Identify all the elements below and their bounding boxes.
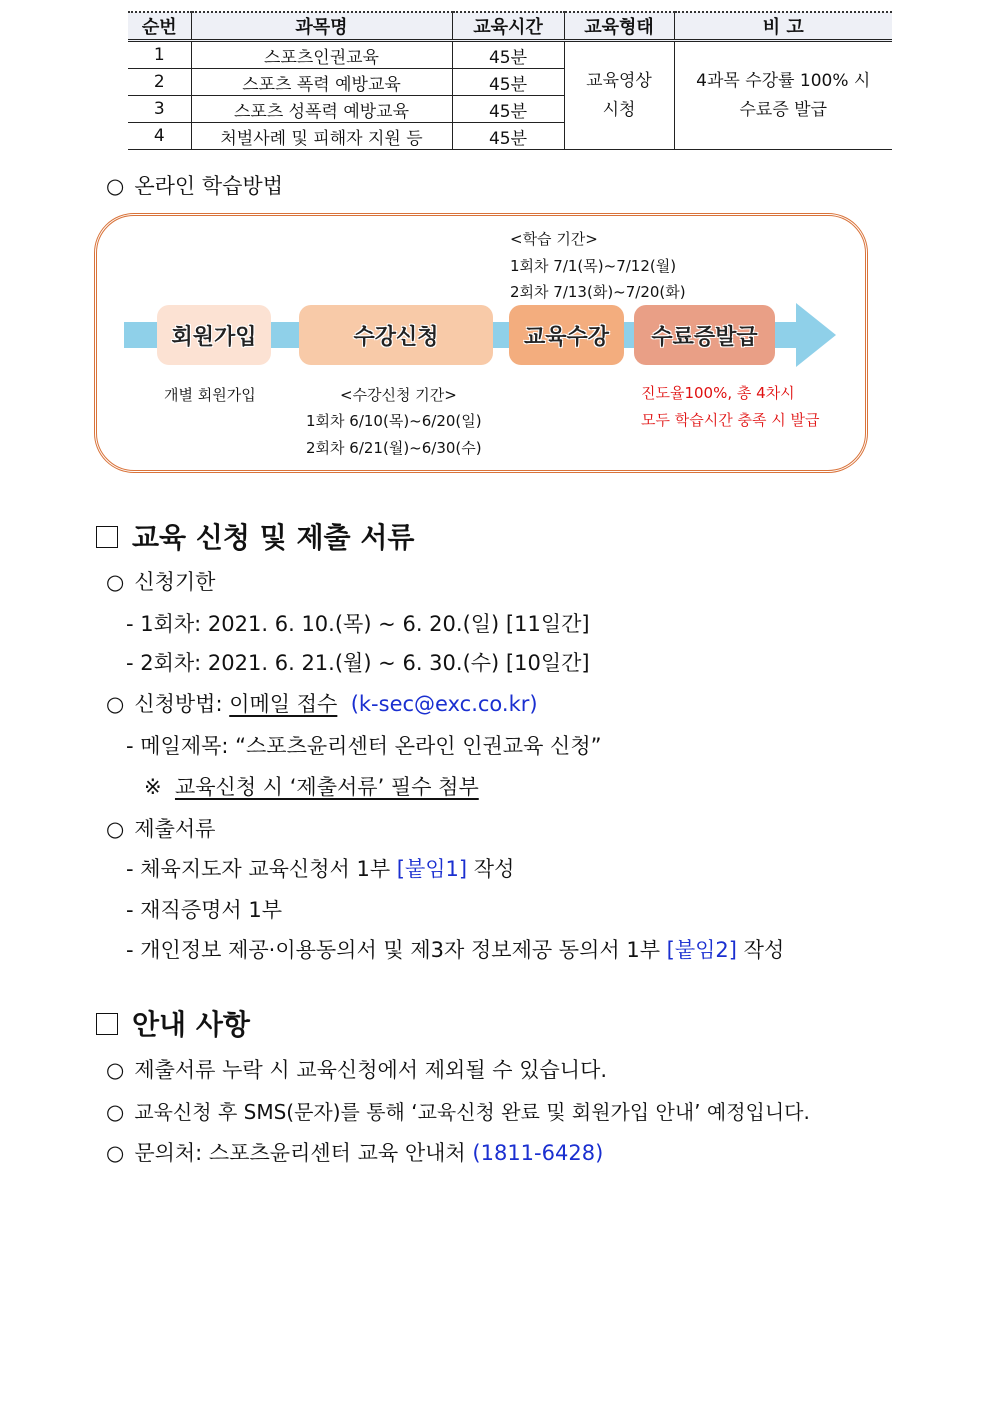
mail-subject: - 메일제목: “스포츠윤리센터 온라인 인권교육 신청” [126,734,602,758]
note-cell [674,41,892,150]
doc-3-suffix: 작성 [737,938,785,962]
row-time: 45분 [452,41,564,69]
notice-item-1-text: 제출서류 누락 시 교육신청에서 제외될 수 있습니다. [134,1058,608,1082]
deadline-title: 신청기한 [134,570,216,594]
row-subject: 처벌사례 및 피해자 지원 등 [191,123,452,150]
circle-bullet-icon: ○ [106,174,125,198]
format-line2: 시청 [602,99,636,120]
format-line1: 교육영상 [586,70,652,91]
row-time: 45분 [452,96,564,123]
row-no: 1 [128,41,191,69]
docs-heading [106,813,215,843]
online-method-title: 온라인 학습방법 [134,174,284,198]
header-no: 순번 [128,12,191,41]
doc-1 [126,853,514,883]
notice-item-3-text: 문의처: 스포츠윤리센터 교육 안내처 [134,1141,473,1165]
step-study-label: 교육수강 [523,324,609,350]
doc-1-text: - 체육지도자 교육신청서 1부 [126,857,397,881]
header-note: 비 고 [674,12,892,41]
doc-3 [126,934,784,964]
section-notice-heading [96,1003,250,1043]
step-certificate [634,305,775,365]
attachment-2-ref: [붙임2] [666,938,737,962]
cert-note-2: 모두 학습시간 충족 시 발급 [641,411,820,429]
row-time: 45분 [452,69,564,96]
row-subject: 스포츠 폭력 예방교육 [191,69,452,96]
note-line1: 4과목 수강률 100% 시 [696,70,871,91]
row-time: 45분 [452,123,564,150]
table-row [128,41,892,69]
method-line [106,688,538,718]
step-apply [299,305,493,365]
note-mark-icon: ※ [144,775,162,799]
attachment-1-ref: [붙임1] [396,857,468,881]
row-no: 4 [128,123,191,150]
method-label: 신청방법: [134,692,230,716]
square-bullet-icon [96,526,118,548]
step-study [509,305,624,365]
header-subject: 과목명 [191,12,452,41]
note-line2: 수료증 발급 [739,99,827,120]
cert-note-1: 진도율100%, 총 4차시 [641,384,795,402]
signup-note: 개별 회원가입 [164,386,256,404]
study-period-2: 2회차 7/13(화)~7/20(화) [510,283,686,301]
step-signup-label: 회원가입 [171,324,257,350]
section-notice-title: 안내 사항 [132,1008,250,1041]
deadline-1: - 1회차: 2021. 6. 10.(목) ~ 6. 20.(일) [11일간] [126,612,590,636]
step-signup [157,305,271,365]
contact-phone[interactable]: (1811-6428) [472,1141,604,1165]
deadline-2: - 2회차: 2021. 6. 21.(월) ~ 6. 30.(수) [10일간] [126,651,590,675]
notice-item-3 [106,1137,603,1167]
circle-bullet-icon: ○ [106,1058,125,1082]
study-period-1: 1회차 7/1(목)~7/12(월) [510,257,677,275]
row-no: 3 [128,96,191,123]
arrow-right-icon [796,303,836,367]
apply-period-2: 2회차 6/21(월)~6/30(수) [306,439,482,457]
header-time: 교육시간 [452,12,564,41]
doc-3-text: - 개인정보 제공·이용동의서 및 제3자 정보제공 동의서 1부 [126,938,667,962]
attach-note-text: 교육신청 시 ‘제출서류’ 필수 첨부 [174,775,479,799]
row-subject: 스포츠인권교육 [191,41,452,69]
method-value: 이메일 접수 [229,692,338,716]
circle-bullet-icon: ○ [106,1100,125,1124]
doc-2: - 재직증명서 1부 [126,898,283,922]
square-bullet-icon [96,1013,118,1035]
doc-1-suffix: 작성 [467,857,515,881]
step-certificate-label: 수료증발급 [651,324,758,350]
section-apply-title: 교육 신청 및 제출 서류 [132,521,415,554]
notice-item-2 [106,1096,810,1125]
circle-bullet-icon: ○ [106,817,125,841]
course-table [128,11,892,150]
table-header-row [128,12,892,41]
online-method-heading [106,170,283,200]
circle-bullet-icon: ○ [106,692,125,716]
notice-item-1 [106,1054,607,1084]
apply-period-1: 1회차 6/10(목)~6/20(일) [306,412,482,430]
study-period-title: <학습 기간> [510,230,598,248]
header-format: 교육형태 [564,12,674,41]
row-subject: 스포츠 성폭력 예방교육 [191,96,452,123]
circle-bullet-icon: ○ [106,570,125,594]
apply-period-title: <수강신청 기간> [340,386,457,404]
step-apply-label: 수강신청 [353,324,439,350]
email-link[interactable]: (k-sec@exc.co.kr) [350,692,538,716]
circle-bullet-icon: ○ [106,1141,125,1165]
docs-title: 제출서류 [134,817,216,841]
notice-item-2-text: 교육신청 후 SMS(문자)를 통해 ‘교육신청 완료 및 회원가입 안내’ 예정입니다. [134,1100,810,1124]
section-apply-heading [96,516,414,556]
deadline-heading [106,566,215,596]
attach-note [144,771,479,801]
format-cell [564,41,674,150]
row-no: 2 [128,69,191,96]
